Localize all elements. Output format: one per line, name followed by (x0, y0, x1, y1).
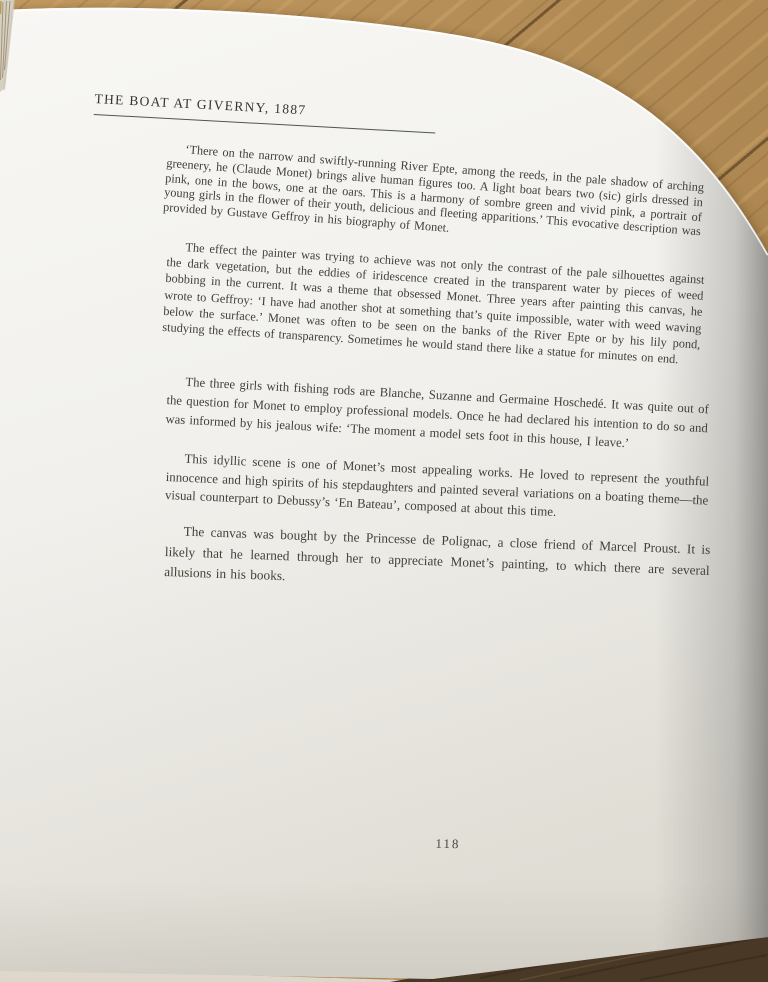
page-number: 118 (435, 835, 461, 852)
chapter-title: THE BOAT AT GIVERNY, 1887 (94, 91, 437, 133)
paragraph-three-girls: The three girls with fishing rods are Blanche, Suzanne and Germaine Hoschedé. It was quite out of the question for Monet to employ professional models. Once he had declared his intention to do so and was informed by his jealous wife: ‘The moment a model sets foot in this house, I leave.’ (165, 374, 710, 451)
paragraph-idyllic-scene: This idyllic scene is one of Monet’s most appealing works. He loved to represent the youthful innocence and high spirits of his stepdaughters and painted several variations on a boating theme—the visual counterpart to Debussy’s ‘En Bateau’, composed at about this time. (164, 451, 710, 520)
paragraph-effect: The effect the painter was trying to achieve was not only the contrast of the pale silhouettes against the dark vegetation, but the eddies of iridescence created in the transparent water by pieces of weed bobbing in the current. It was a theme that obsessed Monet. Three years after painting this canvas, he wrote to Geffroy: ‘I have had another shot at something that’s quite impossible, water with weed waving below the surface.’ Monet was often to be seen on the banks of the River Epte or by his lily pond, studying the effects of transparency. Sometimes he would stand there like a statue for minutes on end. (161, 240, 705, 367)
paragraph-quote: ‘There on the narrow and swiftly-running River Epte, among the reeds, in the pale shadow of arching greenery, he (Claude Monet) brings alive human figures too. A light boat bears two (sic) girls dressed in pink, one in the bows, one at the oars. This is a harmony of sombre green and vivid pink, a portrait of young girls in the flower of their youth, delicious and fleeting apparitions.’ This evocative description was provided by Gustave Geffroy in his biography of Monet. (162, 142, 705, 239)
paragraph-canvas-bought: The canvas was bought by the Princesse de Polignac, a close friend of Marcel Proust. It is likely that he learned through her to appreciate Monet’s painting, to which there are several allusions in his books. (163, 523, 711, 584)
